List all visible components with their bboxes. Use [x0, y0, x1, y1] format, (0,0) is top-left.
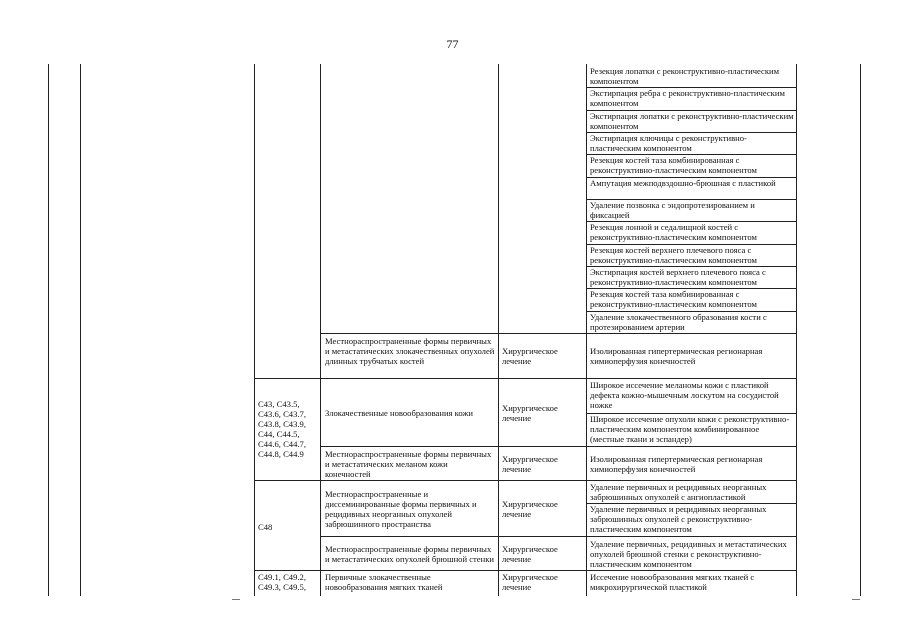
- method-cell: Широкое иссечение опухоли кожи с реконструктивно-пластическим компонентом комбинированное (местные ткани и эспандер): [590, 414, 790, 444]
- model-cell: Местнораспространенные формы первичных и метастатических меланом кожи конечностей: [325, 448, 492, 479]
- model-cell: Злокачественные новообразования кожи: [325, 407, 473, 418]
- code-cell: C48: [258, 522, 273, 532]
- table-border-right: [796, 64, 797, 596]
- model-cell: Местнораспространенные и диссеминированные формы первичных и рецидивных неорганных опухолей забрюшинного пространства: [325, 488, 477, 529]
- method-cell: Изолированная гипертермическая регионарная химиоперфузия конечностей: [590, 453, 763, 474]
- column-divider-3: [320, 64, 321, 596]
- method-cell: Резекция костей верхнего плечевого пояса с реконструктивно-пластическим компонентом: [590, 245, 757, 265]
- treatment-cell: Хирургическое лечение: [502, 543, 558, 564]
- model-cell: Первичные злокачественные новообразования мягких тканей: [325, 572, 443, 592]
- treatment-cell: Хирургическое лечение: [502, 572, 558, 592]
- model-cell: Местнораспространенные формы первичных и метастатических опухолей брюшной стенки: [325, 543, 494, 564]
- column-divider-1: [80, 64, 81, 596]
- method-cell: Удаление первичных, рецидивных и метастатических опухолей брюшной стенки с реконструктивно-пластическим компонентом: [590, 538, 787, 569]
- table-border-left: [48, 64, 49, 596]
- column-divider-2: [254, 64, 255, 596]
- code-cell: C43, C43.5, C43.6, C43.7, C43.8, C43.9, C44, C44.5, C44.6, C44.7, C44.8, C44.9: [258, 399, 306, 459]
- row-divider: [254, 570, 796, 571]
- model-cell: Местнораспространенные формы первичных и метастатических злокачественных опухолей длинных трубчатых костей: [325, 336, 495, 366]
- method-cell: Широкое иссечение меланомы кожи с пластикой дефекта кожно-мышечным лоскутом на сосудистой ножке: [590, 380, 779, 410]
- method-cell: Удаление первичных и рецидивных неорганных забрюшинных опухолей с ангиопластикой: [590, 482, 767, 502]
- code-cell: C49.1, C49.2, C49.3, C49.5,: [258, 572, 306, 592]
- page-number: 77: [446, 37, 459, 51]
- column-divider-5: [586, 64, 587, 596]
- method-cell: Резекция костей таза комбинированная с реконструктивно-пластическим компонентом: [590, 289, 757, 309]
- method-cell: Экстирпация ключицы с реконструктивно-пластическим компонентом: [590, 133, 747, 153]
- table-border-far-right: [860, 64, 861, 596]
- method-cell: Экстирпация лопатки с реконструктивно-пластическим компонентом: [590, 111, 794, 131]
- method-cell: Удаление первичных и рецидивных неорганных забрюшинных опухолей с реконструктивно-пластическим компонентом: [590, 504, 767, 534]
- treatment-cell: Хирургическое лечение: [502, 498, 558, 519]
- method-cell: Резекция лонной и седалищной костей с реконструктивно-пластическим компонентом: [590, 222, 757, 242]
- treatment-cell: Хирургическое лечение: [502, 402, 558, 423]
- method-cell: Резекция костей таза комбинированная с реконструктивно-пластическим компонентом: [590, 155, 757, 175]
- method-cell: Изолированная гипертермическая регионарная химиоперфузия конечностей: [590, 346, 763, 366]
- scan-artifact: [852, 599, 860, 600]
- method-cell: Резекция лопатки с реконструктивно-пластическим компонентом: [590, 66, 780, 86]
- method-cell: Экстирпация ребра с реконструктивно-пластическим компонентом: [590, 88, 785, 108]
- treatment-cell: Хирургическое лечение: [502, 346, 558, 366]
- method-cell: Удаление злокачественного образования кости с протезированием артерии: [590, 312, 767, 332]
- method-cell: Экстирпация костей верхнего плечевого пояса с реконструктивно-пластическим компонентом: [590, 267, 766, 287]
- treatment-cell: Хирургическое лечение: [502, 453, 558, 474]
- scan-artifact: [232, 599, 240, 600]
- method-cell: Удаление позвонка с эндопротезированием и фиксацией: [590, 200, 755, 220]
- method-cell: Ампутация межподвздошно-брюшная с пластикой: [590, 178, 776, 188]
- column-divider-4: [498, 64, 499, 596]
- method-cell: Иссечение новообразования мягких тканей с микрохирургической пластикой: [590, 572, 755, 592]
